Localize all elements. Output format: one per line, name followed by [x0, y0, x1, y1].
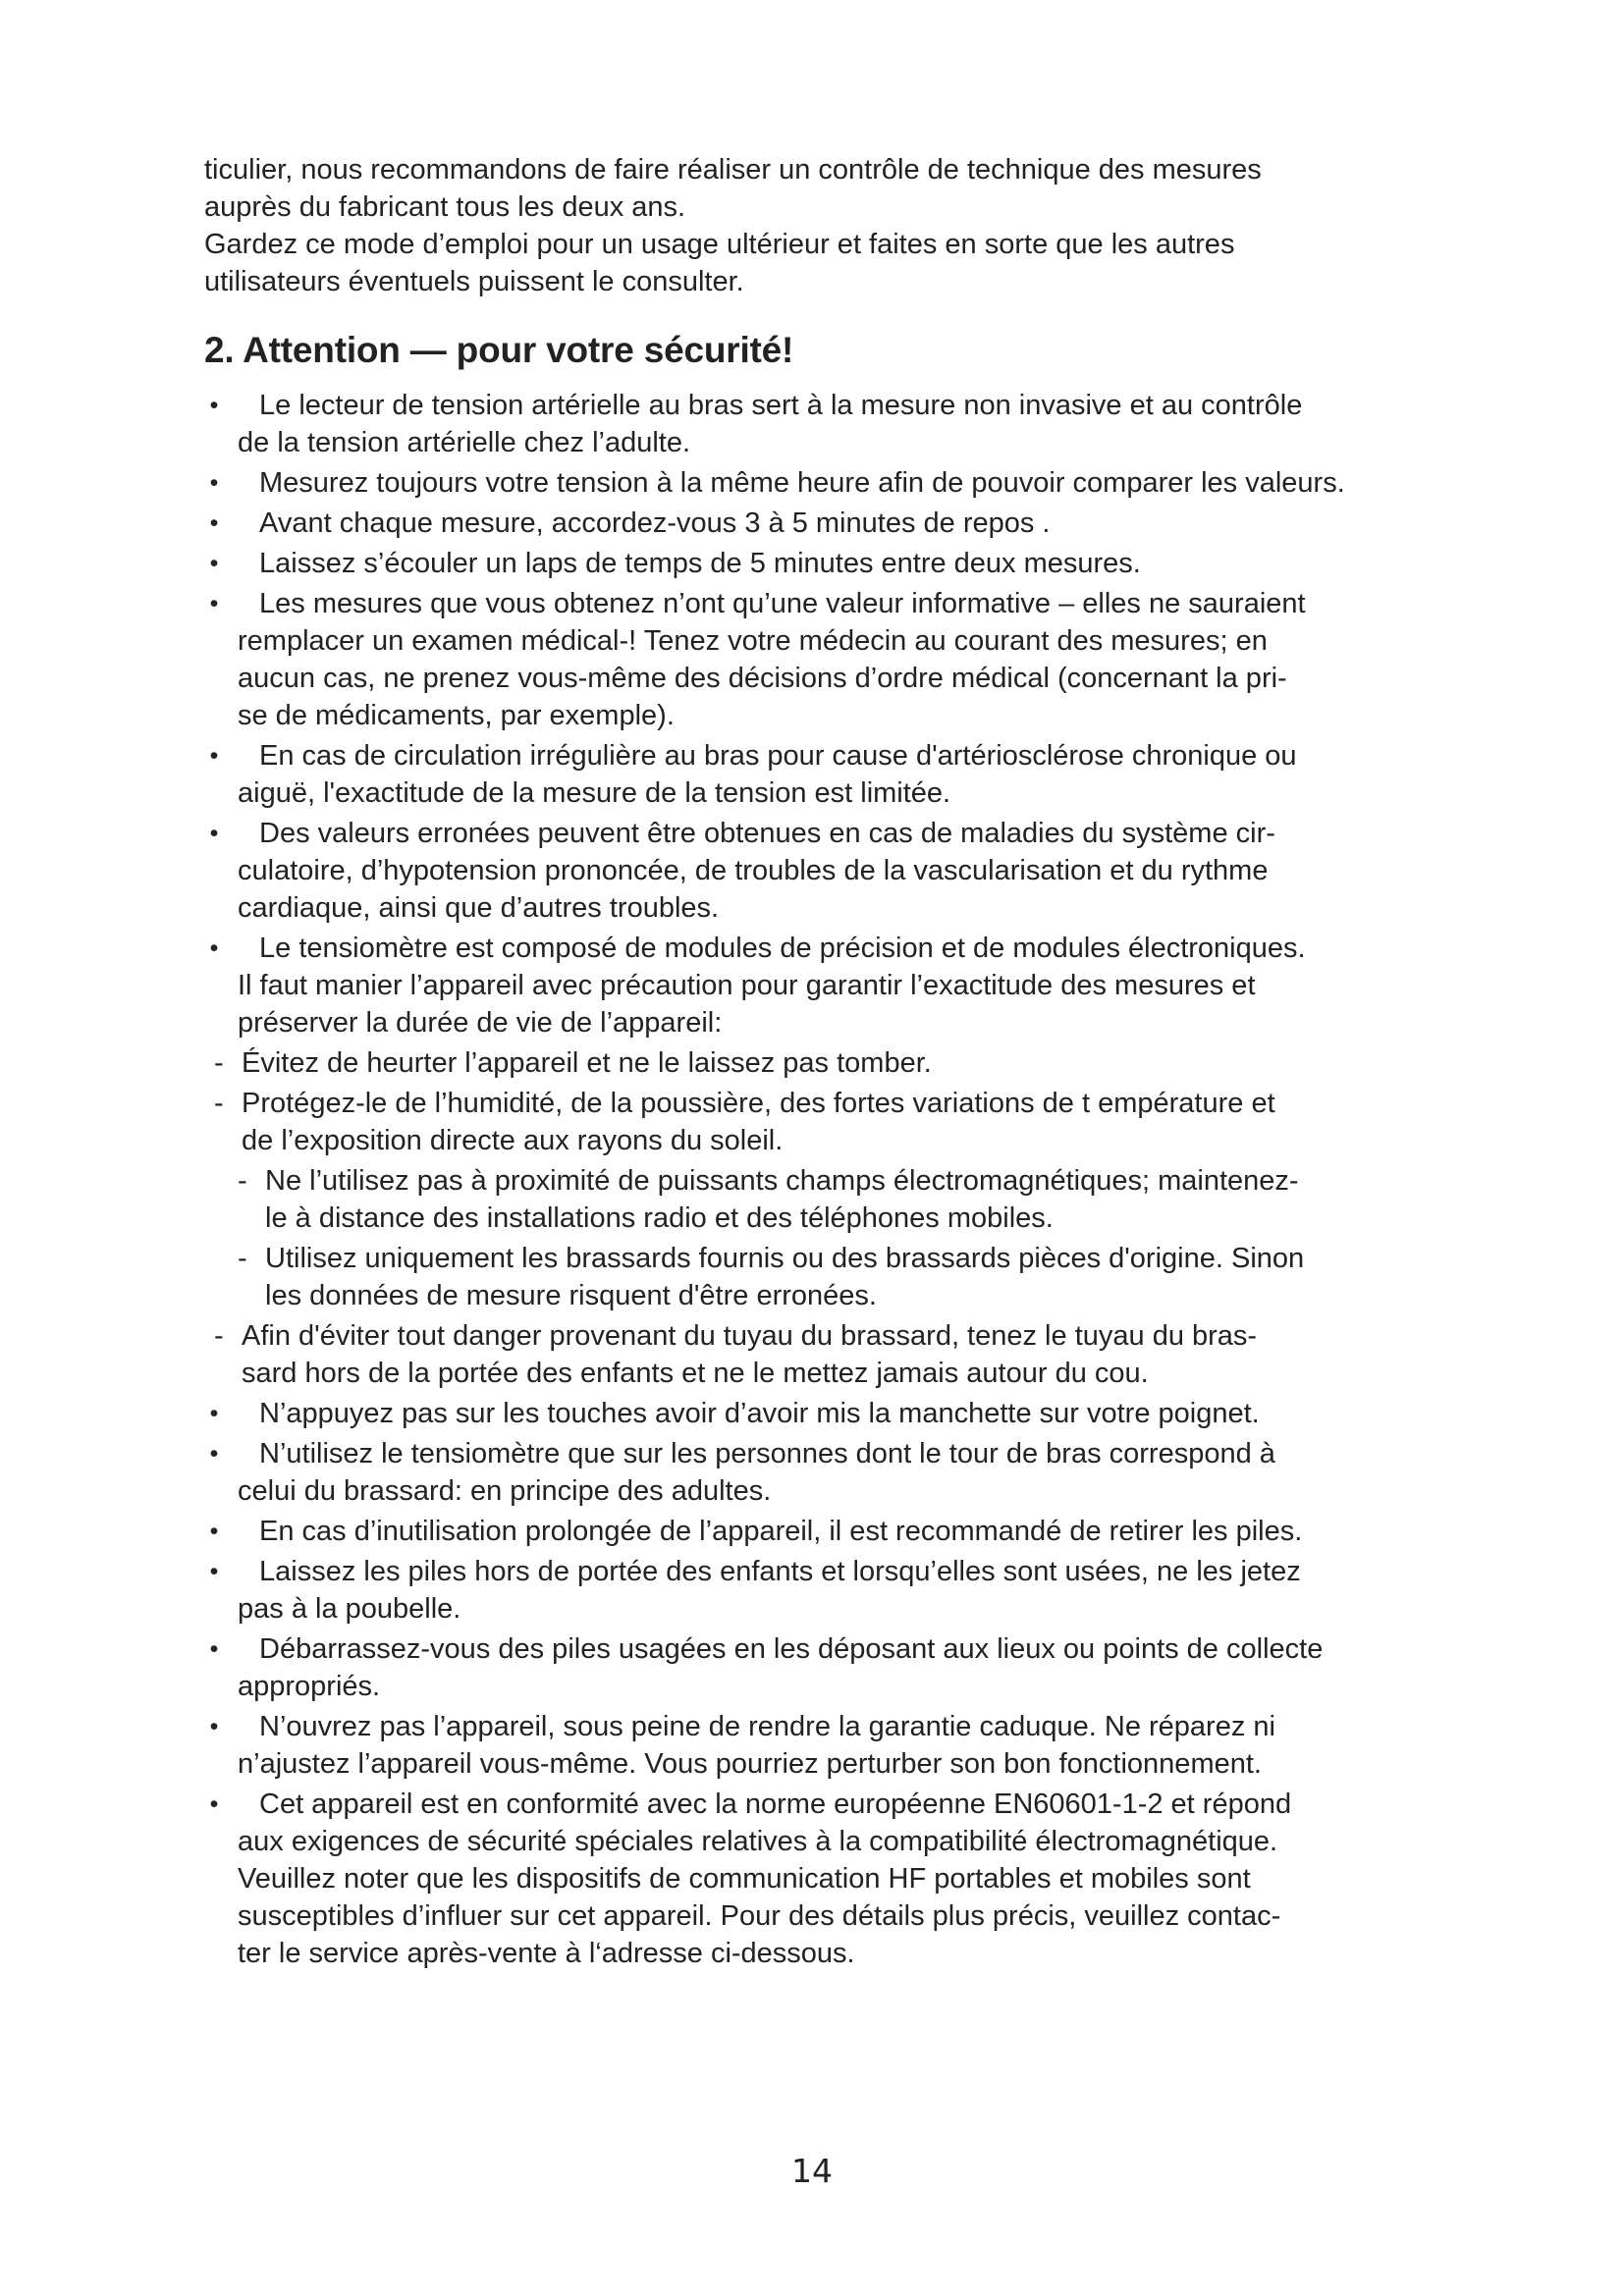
sub-item-text: Évitez de heurter l’appareil et ne le laissez pas tomber.: [242, 1047, 932, 1079]
bullet-line: préserver la durée de vie de l’appareil:: [238, 1007, 723, 1039]
bullet-icon: •: [209, 1713, 219, 1740]
sub-item-line: sard hors de la portée des enfants et ne le mettez jamais autour du cou.: [242, 1358, 1149, 1389]
bullet-icon: •: [209, 590, 219, 617]
bullet-item: [204, 1630, 1345, 1705]
sub-item-line: le à distance des installations radio et des téléphones mobiles.: [265, 1202, 1054, 1234]
bullet-item: [204, 737, 1345, 812]
bullet-icon: •: [209, 509, 219, 537]
intro-line: ticulier, nous recommandons de faire réaliser un contrôle de technique des mesures: [204, 154, 1262, 186]
bullet-item: [204, 815, 1345, 927]
bullet-item: [204, 387, 1345, 461]
bullet-line: En cas d’inutilisation prolongée de l’appareil, il est recommandé de retirer les piles.: [259, 1516, 1303, 1547]
bullet-icon: •: [209, 1790, 219, 1818]
bullet-item: [204, 1786, 1345, 1972]
bullet-item: [204, 545, 1345, 582]
bullet-line: Laissez les piles hors de portée des enfants et lorsqu’elles sont usées, ne les jetez: [259, 1556, 1301, 1587]
bullet-line: culatoire, d’hypotension prononcée, de troubles de la vascularisation et du rythme: [238, 855, 1269, 886]
intro-line: utilisateurs éventuels puissent le consulter.: [204, 266, 744, 297]
bullet-line: Veuillez noter que les dispositifs de communication HF portables et mobiles sont: [238, 1863, 1251, 1895]
bullet-line: Débarrassez-vous des piles usagées en les déposant aux lieux ou points de collecte: [259, 1633, 1324, 1665]
bullet-line: Il faut manier l’appareil avec précaution pour garantir l’exactitude des mesures et: [238, 970, 1256, 1001]
sub-item-text: Utilisez uniquement les brassards fournis ou des brassards pièces d'origine. Sinon: [265, 1243, 1305, 1274]
bullet-item: [204, 1435, 1345, 1510]
page-number: 14: [791, 2152, 833, 2190]
dash-icon: -: [238, 1243, 247, 1274]
intro-line: auprès du fabricant tous les deux ans.: [204, 191, 686, 223]
dash-icon: -: [214, 1088, 224, 1119]
sub-item-line: [214, 1044, 1345, 1082]
bullet-line: aucun cas, ne prenez vous-même des décisions d’ordre médical (concernant la pri-: [238, 663, 1287, 694]
bullet-line: aiguë, l'exactitude de la mesure de la tension est limitée.: [238, 777, 951, 809]
bullet-line: de la tension artérielle chez l’adulte.: [238, 427, 691, 458]
bullet-item: [204, 930, 1345, 1041]
bullet-line: Le lecteur de tension artérielle au bras sert à la mesure non invasive et au contrôle: [259, 390, 1303, 421]
bullet-icon: •: [209, 820, 219, 847]
bullet-line: N’appuyez pas sur les touches avoir d’avoir mis la manchette sur votre poignet.: [259, 1398, 1260, 1429]
bullet-icon: •: [209, 1518, 219, 1545]
bullet-icon: •: [209, 1440, 219, 1468]
sub-item: [204, 1317, 1345, 1392]
bullet-line: susceptibles d’influer sur cet appareil. Pour des détails plus précis, veuillez contac-: [238, 1900, 1281, 1932]
dash-icon: -: [214, 1047, 224, 1079]
bullet-line: Mesurez toujours votre tension à la même heure afin de pouvoir comparer les valeurs.: [259, 467, 1345, 499]
bullet-line: En cas de circulation irrégulière au bras pour cause d'artériosclérose chronique ou: [259, 740, 1297, 772]
sub-item-line: les données de mesure risquent d'être erronées.: [265, 1280, 877, 1311]
sub-item-text: Ne l’utilisez pas à proximité de puissants champs électromagnétiques; maintenez-: [265, 1165, 1299, 1197]
sub-item: [204, 1044, 1345, 1082]
dash-icon: -: [238, 1165, 247, 1197]
section-heading: 2. Attention — pour votre sécurité!: [204, 330, 794, 370]
bullet-item: [204, 1708, 1345, 1783]
bullet-icon: •: [209, 742, 219, 770]
sub-item-line: de l’exposition directe aux rayons du soleil.: [242, 1125, 784, 1156]
bullet-line: Laissez s’écouler un laps de temps de 5 minutes entre deux mesures.: [259, 548, 1141, 579]
bullet-item: [204, 505, 1345, 542]
bullet-item: [204, 1513, 1345, 1550]
sub-item: [204, 1085, 1345, 1159]
bullet-line: Avant chaque mesure, accordez-vous 3 à 5 minutes de repos .: [259, 507, 1051, 539]
sub-item-line: [214, 1317, 1345, 1355]
bullet-icon: •: [209, 934, 219, 962]
safety-list: [204, 387, 1345, 1975]
sub-item-line: [238, 1162, 1345, 1200]
sub-item-line: [214, 1085, 1345, 1122]
bullet-item: [204, 464, 1345, 502]
bullet-line: Cet appareil est en conformité avec la norme européenne EN60601-1-2 et répond: [259, 1789, 1292, 1820]
bullet-icon: •: [209, 550, 219, 577]
bullet-line: Le tensiomètre est composé de modules de précision et de modules électroniques.: [259, 933, 1306, 964]
bullet-line: N’ouvrez pas l’appareil, sous peine de rendre la garantie caduque. Ne réparez ni: [259, 1711, 1275, 1742]
bullet-line: celui du brassard: en principe des adultes.: [238, 1475, 772, 1507]
sub-item: [204, 1240, 1345, 1314]
bullet-icon: •: [209, 1400, 219, 1427]
bullet-icon: •: [209, 469, 219, 497]
bullet-line: ter le service après-vente à l‘adresse ci-dessous.: [238, 1938, 855, 1969]
dash-icon: -: [214, 1320, 224, 1352]
sub-item-text: Protégez-le de l’humidité, de la poussière, des fortes variations de t empérature et: [242, 1088, 1275, 1119]
bullet-line: N’utilisez le tensiomètre que sur les personnes dont le tour de bras correspond à: [259, 1438, 1275, 1469]
sub-item-line: [238, 1240, 1345, 1277]
bullet-line: appropriés.: [238, 1671, 381, 1702]
bullet-line: pas à la poubelle.: [238, 1593, 461, 1625]
sub-item: [204, 1162, 1345, 1237]
bullet-line: n’ajustez l’appareil vous-même. Vous pourriez perturber son bon fonctionnement.: [238, 1748, 1262, 1780]
bullet-line: Les mesures que vous obtenez n’ont qu’une valeur informative – elles ne sauraient: [259, 588, 1306, 619]
bullet-item: [204, 1553, 1345, 1628]
bullet-line: aux exigences de sécurité spéciales relatives à la compatibilité électromagnétique.: [238, 1826, 1278, 1857]
bullet-icon: •: [209, 1558, 219, 1585]
bullet-line: Des valeurs erronées peuvent être obtenues en cas de maladies du système cir-: [259, 818, 1275, 849]
bullet-icon: •: [209, 392, 219, 419]
bullet-item: [204, 1395, 1345, 1432]
bullet-line: se de médicaments, par exemple).: [238, 700, 675, 731]
bullet-line: remplacer un examen médical-! Tenez votre médecin au courant des mesures; en: [238, 625, 1268, 657]
bullet-icon: •: [209, 1635, 219, 1663]
bullet-item: [204, 585, 1345, 734]
bullet-line: cardiaque, ainsi que d’autres troubles.: [238, 892, 720, 924]
sub-item-text: Afin d'éviter tout danger provenant du tuyau du brassard, tenez le tuyau du bras-: [242, 1320, 1258, 1352]
intro-line: Gardez ce mode d’emploi pour un usage ultérieur et faites en sorte que les autres: [204, 229, 1235, 260]
intro-paragraph: [204, 151, 1262, 300]
